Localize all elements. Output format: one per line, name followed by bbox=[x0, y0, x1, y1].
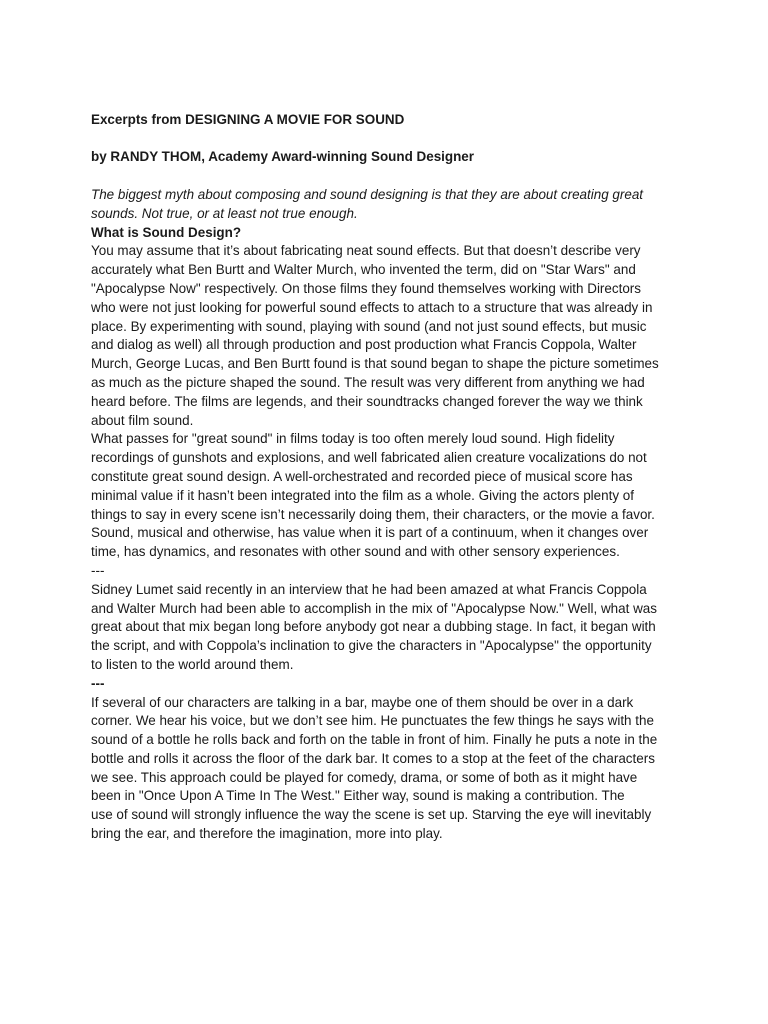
body-paragraph-4: If several of our characters are talking in a bar, maybe one of them should be over in a dark corner. We hear his voice, but we don’t see him. He punctuates the few things he says with the sound of a bottle he rolls back and forth on the table in front of him. Finally he puts a note in the bottle and rolls it across the floor of the dark bar. It comes to a stop at the feet of the characters we see. This approach could be played for comedy, drama, or some of both as it might have been in "Once Upon A Time In The West." Either way, sound is making a contribution. The use of sound will strongly influence the way the scene is set up. Starving the eye will inevitably bring the ear, and therefore the imagination, more into play. bbox=[91, 694, 658, 842]
body-paragraph-2: What passes for "great sound" in films today is too often merely loud sound. High fidelity recordings of gunshots and explosions, and well fabricated alien creature vocalizations do not constitute great sound design. A well-orchestrated and recorded piece of musical score has minimal value if it hasn’t been integrated into the film as a whole. Giving the actors plenty of things to say in every scene isn’t necessarily doing them, their characters, or the movie a favor. Sound, musical and otherwise, has value when it is part of a continuum, when it changes over time, has dynamics, and resonates with other sound and with other sensory experiences. bbox=[91, 431, 655, 560]
section-heading: What is Sound Design? bbox=[91, 224, 242, 240]
document-page bbox=[91, 92, 686, 844]
document-title bbox=[91, 92, 686, 186]
title-line-1: Excerpts from DESIGNING A MOVIE FOR SOUND bbox=[91, 111, 405, 127]
body-paragraph-1: You may assume that it’s about fabricating neat sound effects. But that doesn’t describe very accurately what Ben Burtt and Walter Murch, who invented the term, did on "Star Wars" and "Apocalypse Now" respectively. On those films they found themselves working with Directors who were not just looking for powerful sound effects to attach to a structure that was already in place. By experimenting with sound, playing with sound (and not just sound effects, but music and dialog as well) all through production and post production what Francis Coppola, Walter Murch, George Lucas, and Ben Burtt found is that sound began to shape the picture sometimes as much as the picture shaped the sound. The result was very different from anything we had heard before. The films are legends, and their soundtracks changed forever the way we think about film sound. bbox=[91, 243, 659, 428]
title-line-2: by RANDY THOM, Academy Award-winning Sound Designer bbox=[91, 149, 475, 165]
body-paragraph-3: Sidney Lumet said recently in an interview that he had been amazed at what Francis Coppola and Walter Murch had been able to accomplish in the mix of "Apocalypse Now." Well, what was great about that mix began long before anybody got near a dubbing stage. In fact, it began with the script, and with Coppola’s inclination to give the characters in "Apocalypse" the opportunity to listen to the world around them. bbox=[91, 581, 657, 672]
intro-paragraph: The biggest myth about composing and sound designing is that they are about creating great sounds. Not true, or at least not true enough. bbox=[91, 186, 644, 221]
separator-2: --- bbox=[91, 675, 105, 691]
separator-1: --- bbox=[91, 562, 105, 578]
